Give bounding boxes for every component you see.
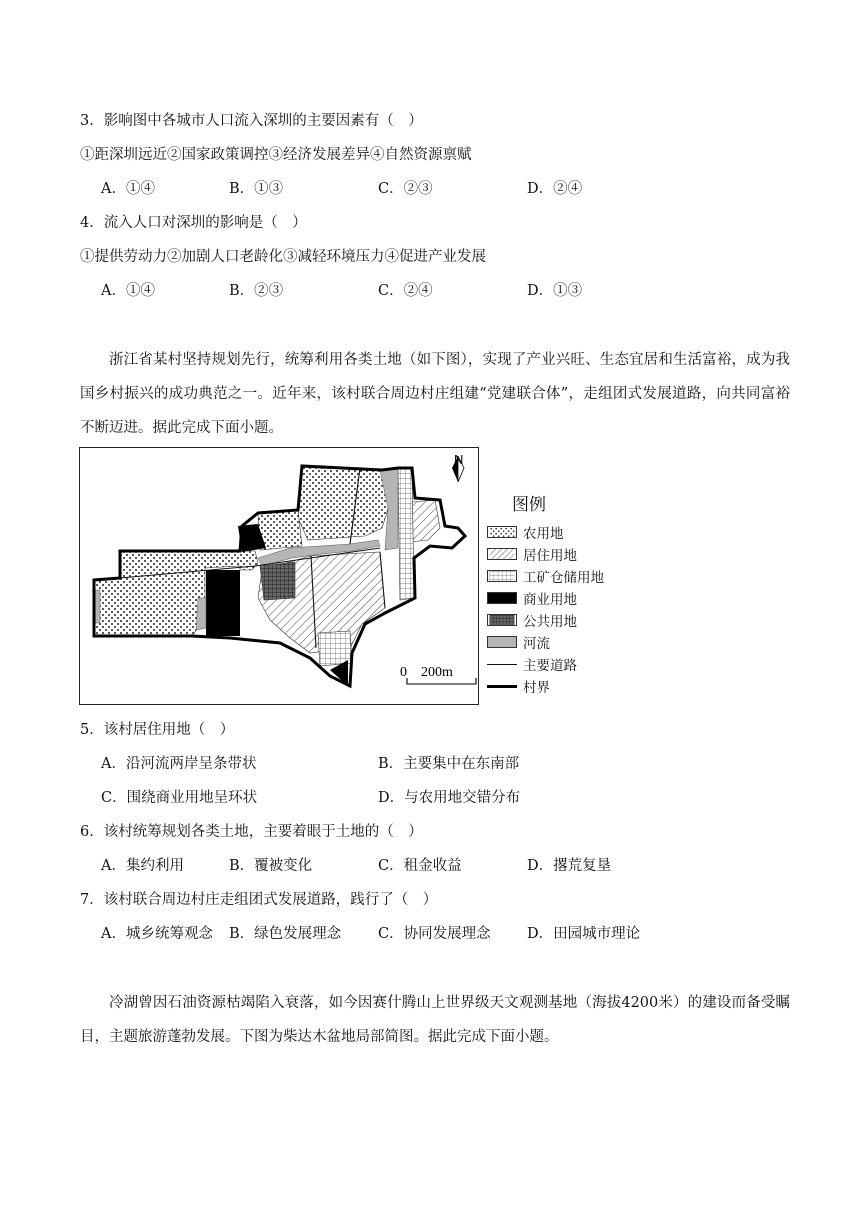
- q3-statements: ①距深圳远近②国家政策调控③经济发展差异④自然资源禀赋: [80, 147, 472, 163]
- q5-option-d: D．与农用地交错分布: [378, 790, 521, 806]
- q6-option-c: C．租金收益: [378, 858, 462, 874]
- q7-option-a: A．城乡统筹观念: [101, 926, 213, 942]
- q3-stem: 3．影响图中各城市人口流入深圳的主要因素有（ ）: [80, 113, 423, 129]
- scale-bar: [400, 665, 476, 684]
- q7-stem: 7．该村联合周边村庄走组团式发展道路，践行了（ ）: [80, 892, 438, 908]
- passage-lenghu: 冷湖曾因石油资源枯竭陷入衰落，如今因赛什腾山上世界级天文观测基地（海拔4200米）的建设而备受瞩目，主题旅游蓬勃发展。下图为柴达木盆地局部简图。据此完成下面小题。: [80, 995, 790, 1045]
- q6-stem: 6．该村统筹规划各类土地，主要着眼于土地的（ ）: [80, 824, 423, 840]
- public-land: [260, 562, 295, 600]
- legend-label: 商业用地: [523, 592, 577, 608]
- passage-zhejiang: 浙江省某村坚持规划先行，统筹利用各类土地（如下图），实现了产业兴旺、生态宜居和生活富裕，成为我国乡村振兴的成功典范之一。近年来，该村联合周边村庄组建“党建联合体”，走组团式发展道路，向共同富裕不断迈进。据此完成下面小题。: [80, 352, 790, 436]
- farmland-north: [298, 466, 390, 540]
- legend-item-farmland: [487, 521, 687, 543]
- q3-option-b: B．①③: [229, 181, 284, 197]
- legend-label: 公共用地: [523, 614, 577, 630]
- q4-option-a: A．①④: [101, 283, 155, 299]
- map-legend: [487, 490, 687, 697]
- q6-option-a: A．集约利用: [101, 858, 184, 874]
- legend-label: 河流: [523, 636, 550, 652]
- legend-label: 工矿仓储用地: [523, 570, 604, 586]
- legend-label: 村界: [523, 680, 550, 696]
- commercial-main: [206, 570, 240, 636]
- legend-item-main-road: [487, 653, 687, 675]
- q3-option-d: D．②④: [527, 181, 583, 197]
- q5-stem: 5．该村居住用地（ ）: [80, 722, 235, 738]
- q4-option-c: C．②④: [378, 283, 433, 299]
- q5-option-a: A．沿河流两岸呈条带状: [101, 756, 257, 772]
- north-label: N: [454, 452, 464, 467]
- legend-item-residential: [487, 543, 687, 565]
- q5-option-b: B．主要集中在东南部: [378, 756, 520, 772]
- legend-item-industrial: [487, 565, 687, 587]
- legend-label: 居住用地: [523, 548, 577, 564]
- q4-option-b: B．②③: [229, 283, 284, 299]
- q7-option-c: C．协同发展理念: [378, 926, 491, 942]
- q4-stem: 4．流入人口对深圳的影响是（ ）: [80, 215, 307, 231]
- legend-item-river: [487, 631, 687, 653]
- legend-item-village-boundary: [487, 675, 687, 697]
- q6-option-b: B．覆被变化: [229, 858, 313, 874]
- q3-option-c: C．②③: [378, 181, 433, 197]
- q4-statements: ①提供劳动力②加剧人口老龄化③减轻环境压力④促进产业发展: [80, 249, 486, 265]
- industrial-east: [398, 468, 414, 600]
- legend-title: 图例: [512, 495, 546, 515]
- q6-option-d: D．撂荒复垦: [527, 858, 612, 874]
- scale-label: 0 200m: [400, 665, 453, 680]
- q5-option-c: C．围绕商业用地呈环状: [101, 790, 258, 806]
- land-use-map: [79, 447, 479, 705]
- q7-option-b: B．绿色发展理念: [229, 926, 342, 942]
- legend-item-commercial: [487, 587, 687, 609]
- q4-option-d: D．①③: [527, 283, 583, 299]
- legend-label: 主要道路: [523, 658, 577, 674]
- q3-option-a: A．①④: [101, 181, 155, 197]
- north-arrow: [452, 452, 464, 482]
- q7-option-d: D．田园城市理论: [527, 926, 641, 942]
- legend-item-public: [487, 609, 687, 631]
- legend-label: 农用地: [523, 526, 564, 542]
